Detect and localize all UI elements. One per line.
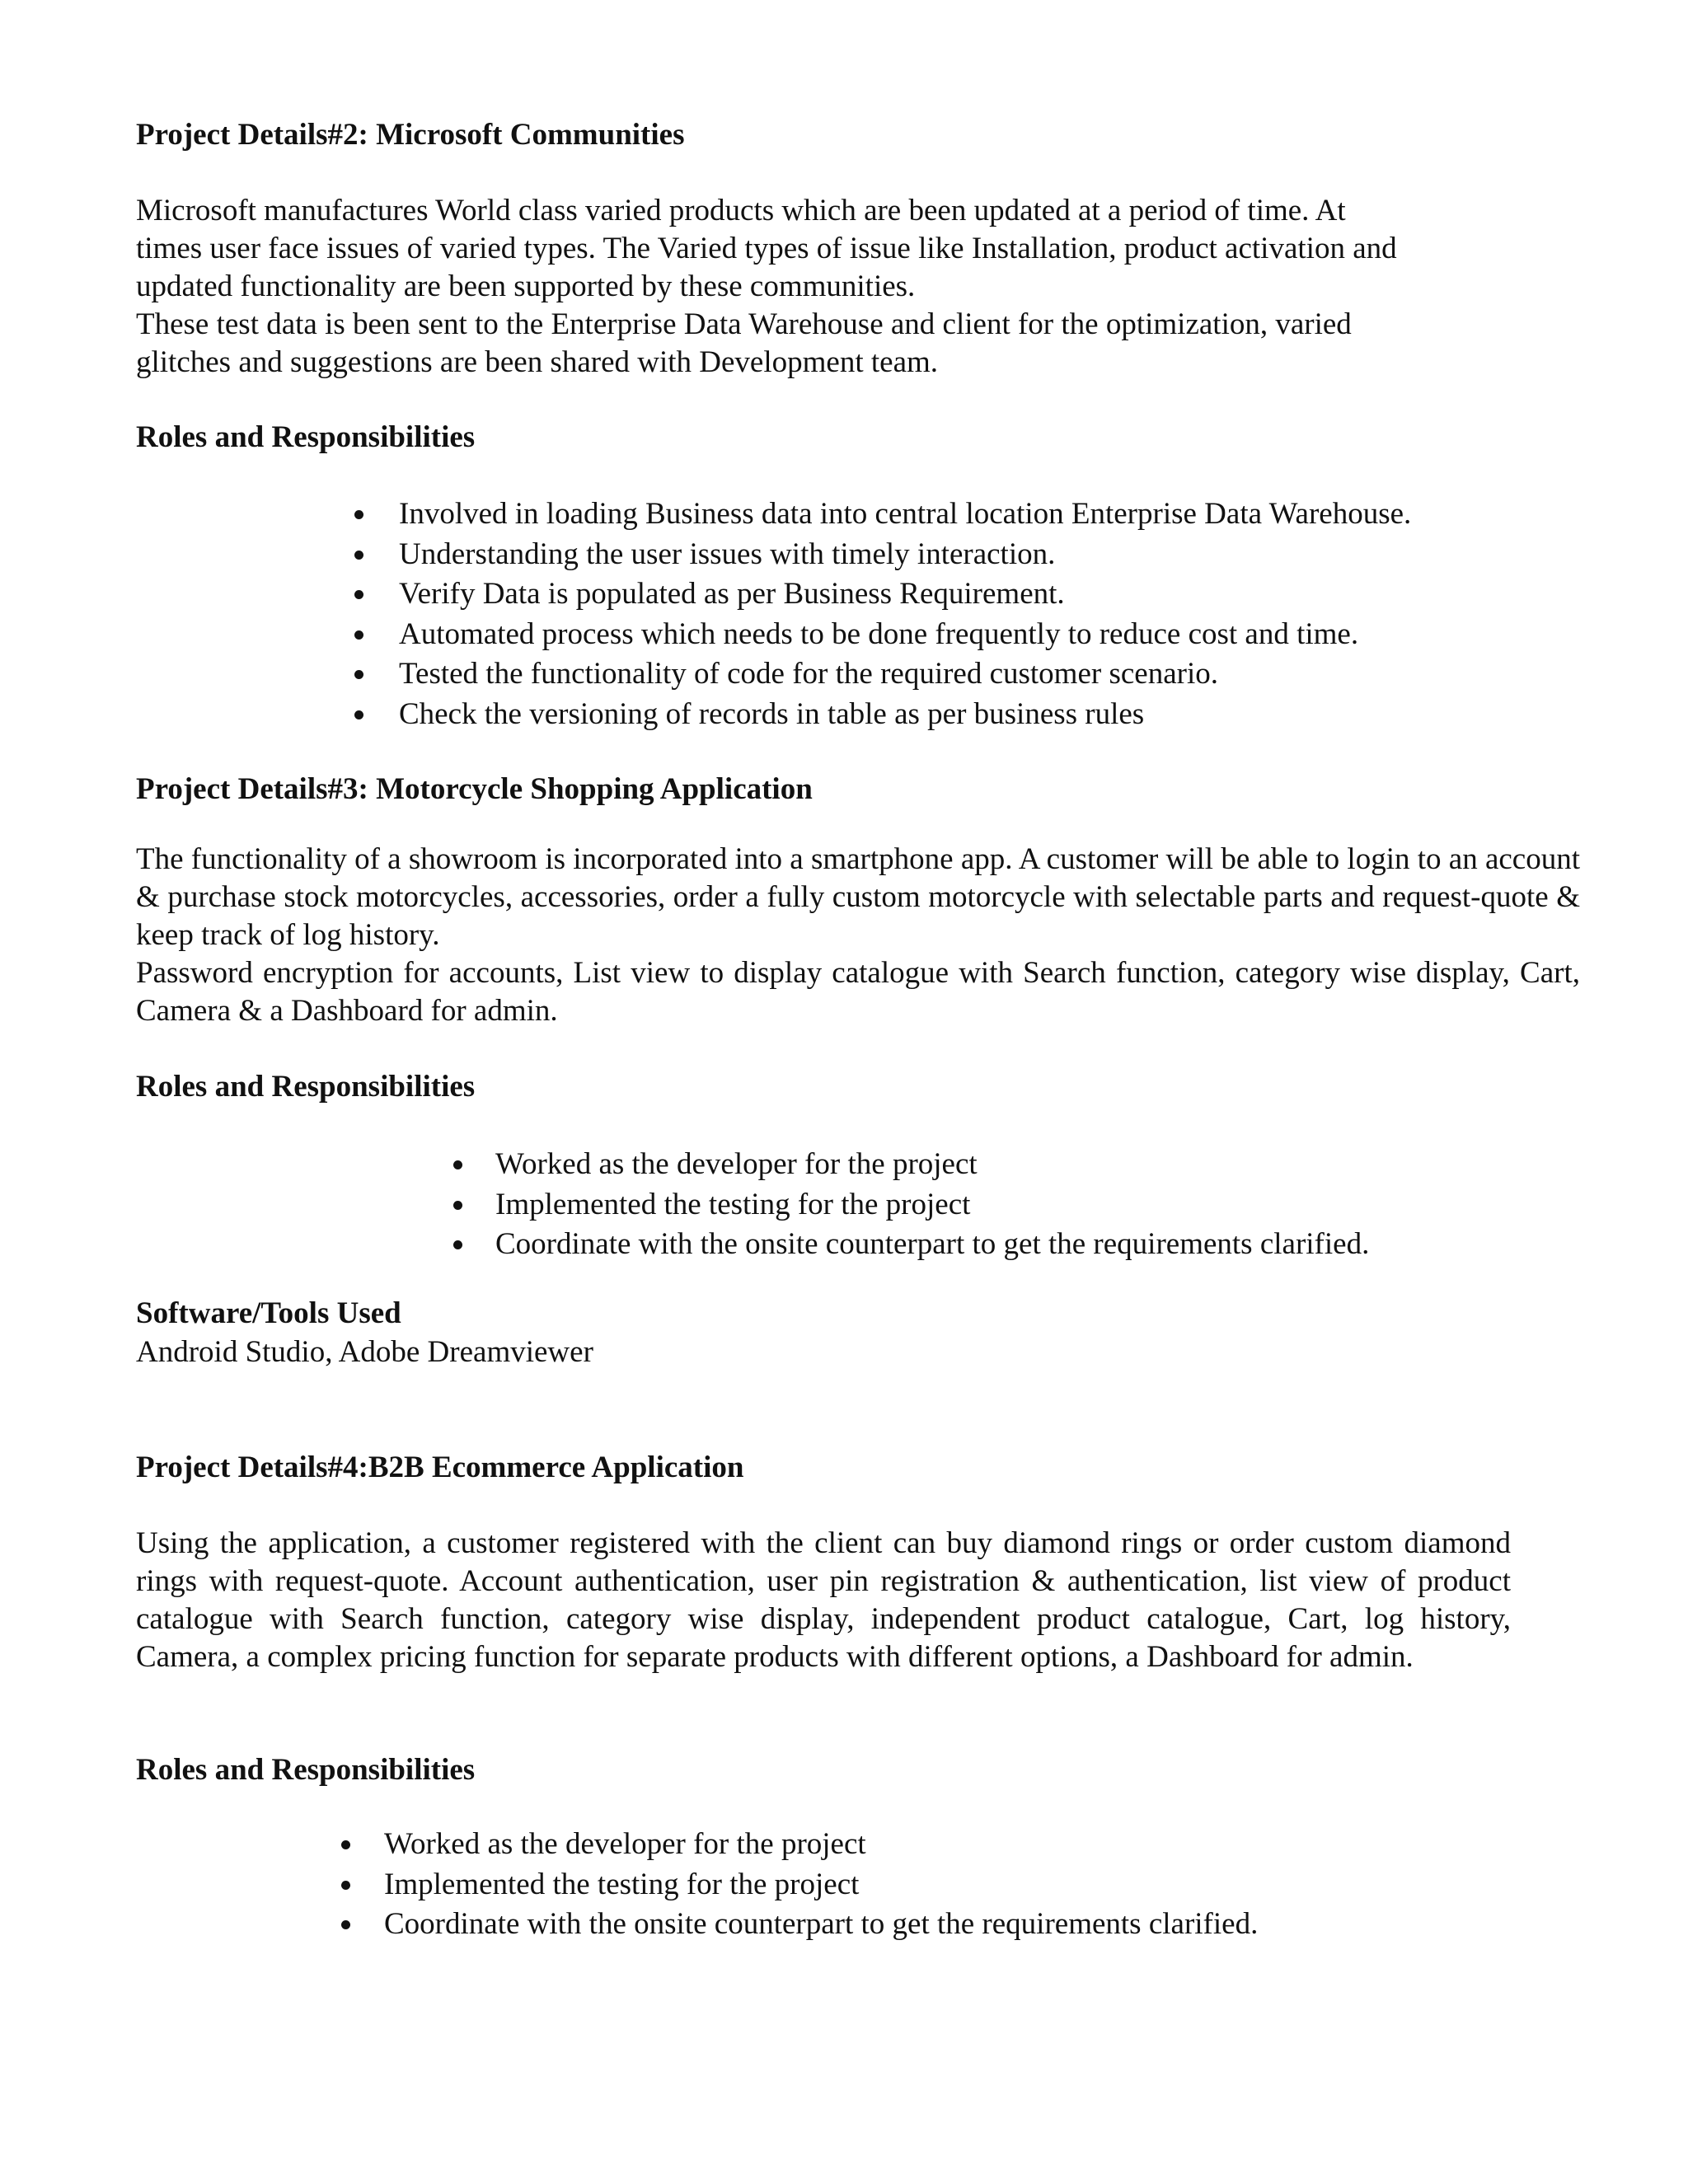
project3-title: Project Details#3: Motorcycle Shopping Application (136, 772, 813, 806)
bullet-icon (341, 1881, 350, 1890)
bullet-icon (354, 710, 363, 719)
bullet-icon (341, 1840, 350, 1849)
bullet-icon (453, 1201, 462, 1210)
bullet-icon (354, 590, 363, 599)
project3-roles-heading: Roles and Responsibilities (136, 1070, 476, 1104)
project2-roles-heading: Roles and Responsibilities (136, 420, 476, 454)
project2-title: Project Details#2: Microsoft Communities (136, 118, 685, 152)
list-item: Automated process which needs to be done frequently to reduce cost and time. (399, 616, 1411, 656)
list-item: Involved in loading Business data into central location Enterprise Data Warehouse. (399, 495, 1411, 536)
bullet-icon (341, 1920, 350, 1929)
project3-tools: Android Studio, Adobe Dreamviewer (136, 1335, 593, 1369)
bullet-icon (354, 551, 363, 560)
project2-description-line: These test data is been sent to the Enterprise Data Warehouse and client for the optimization, varied (136, 307, 1352, 341)
project2-description-line: times user face issues of varied types. The Varied types of issue like Installation, product activation and (136, 232, 1397, 265)
project3-roles-list (495, 1146, 1369, 1266)
list-item: Verify Data is populated as per Business Requirement. (399, 575, 1411, 616)
bullet-icon (354, 510, 363, 519)
project2-description-line: updated functionality are been supported by these communities. (136, 269, 916, 303)
list-item: Tested the functionality of code for the required customer scenario. (399, 655, 1411, 696)
list-item: Understanding the user issues with timely interaction. (399, 536, 1411, 576)
list-item: Check the versioning of records in table as per business rules (399, 696, 1411, 736)
list-item: Coordinate with the onsite counterpart to get the requirements clarified. (384, 1905, 1258, 1946)
list-item: Implemented the testing for the project (495, 1186, 1369, 1226)
project4-description: Using the application, a customer registered with the client can buy diamond rings or order custom diamond rings with request-quote. Account authentication, user pin registration & authentication, list view of product catalogue with Search function, category wise display, independent product catalogue, Cart, log history, Camera, a complex pricing function for separate products with different options, a Dashboard for admin. (136, 1526, 1511, 1674)
project3-tools-heading: Software/Tools Used (136, 1296, 401, 1330)
project3-description-p2: Password encryption for accounts, List view to display catalogue with Search function, category wise display, Cart, Camera & a Dashboard for admin. (136, 956, 1580, 1028)
bullet-icon (354, 670, 363, 679)
bullet-icon (354, 630, 363, 640)
bullet-icon (453, 1240, 462, 1249)
project4-title: Project Details#4:B2B Ecommerce Application (136, 1451, 744, 1484)
bullet-icon (453, 1160, 462, 1169)
project2-roles-list (399, 495, 1411, 735)
project2-description-line: Microsoft manufactures World class varied products which are been updated at a period of time. At (136, 194, 1346, 227)
project3-description-p1: The functionality of a showroom is incorporated into a smartphone app. A customer will be able to login to an account & purchase stock motorcycles, accessories, order a fully custom motorcycle with selectable parts and request-quote & keep track of log history. (136, 842, 1580, 952)
project2-description (136, 192, 1504, 382)
list-item: Coordinate with the onsite counterpart to get the requirements clarified. (495, 1226, 1369, 1266)
list-item: Implemented the testing for the project (384, 1866, 1258, 1906)
project2-description-line: glitches and suggestions are been shared with Development team. (136, 345, 939, 379)
list-item: Worked as the developer for the project (384, 1825, 1258, 1866)
project4-roles-list (384, 1825, 1258, 1946)
project4-roles-heading: Roles and Responsibilities (136, 1753, 476, 1787)
list-item: Worked as the developer for the project (495, 1146, 1369, 1186)
